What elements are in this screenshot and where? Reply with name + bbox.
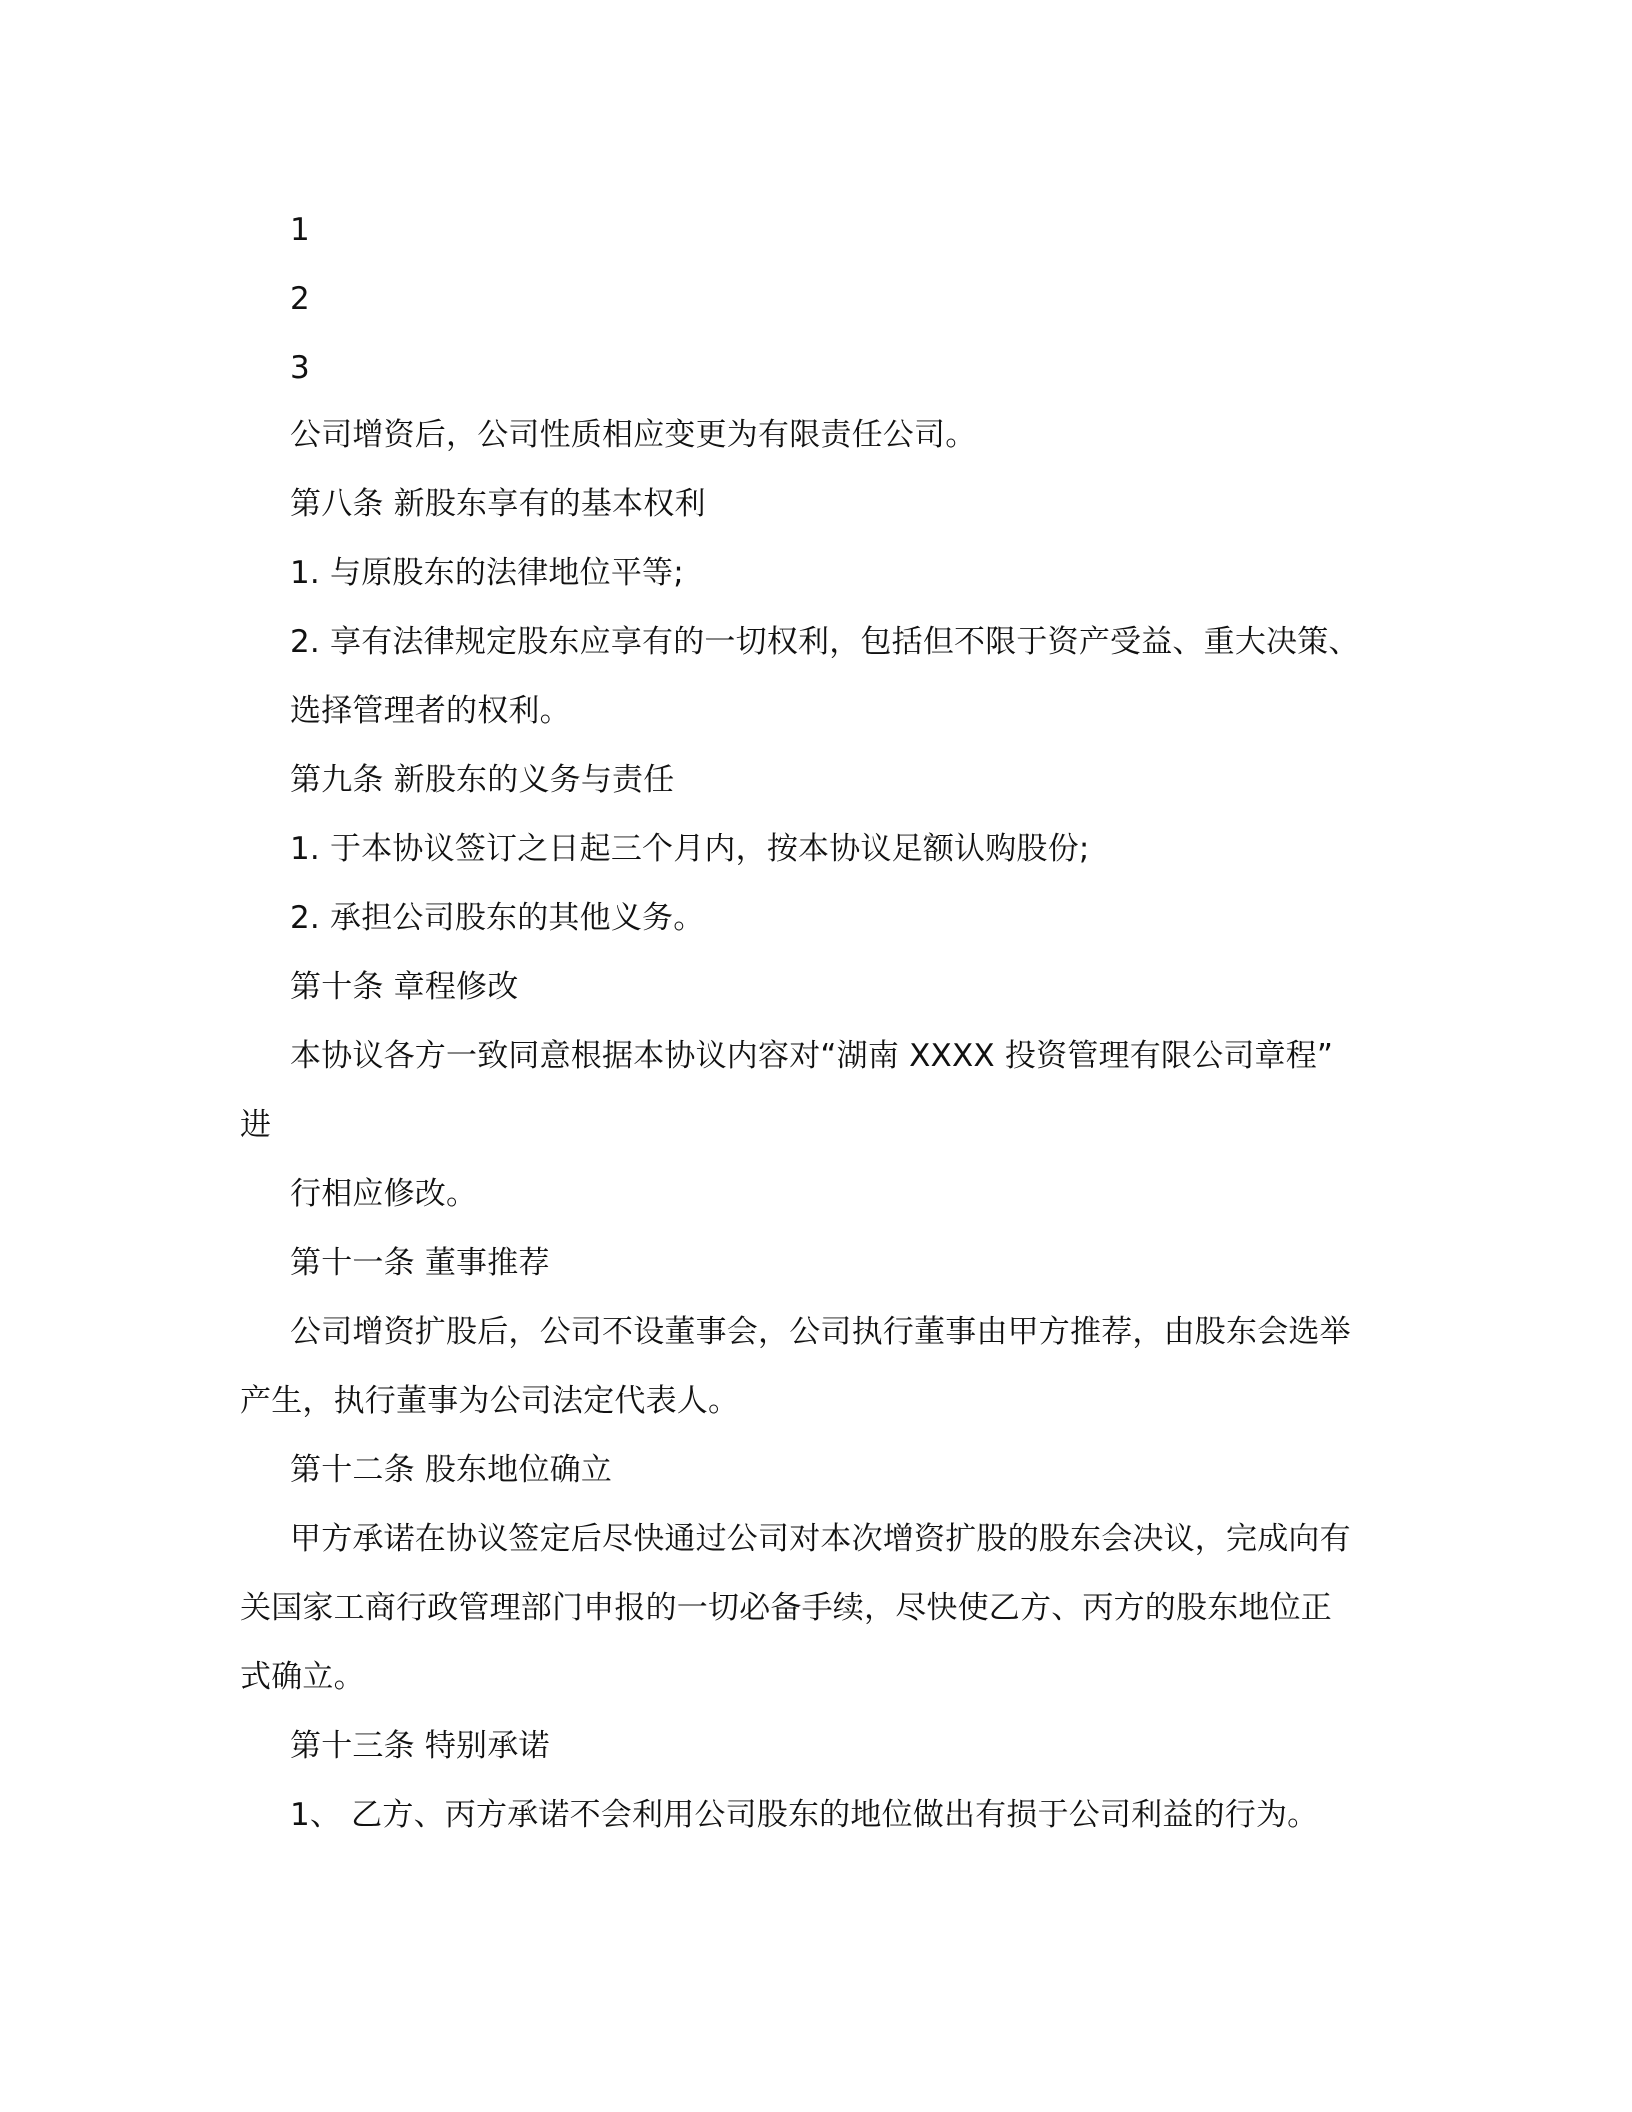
article-9-item-1: 1. 于本协议签订之日起三个月内，按本协议足额认购股份; [290, 831, 1090, 867]
article-13-item-1: 1、 乙方、丙方承诺不会利用公司股东的地位做出有损于公司利益的行为。 [290, 1797, 1319, 1833]
article-12-title: 第十二条 股东地位确立 [290, 1452, 613, 1488]
article-11-title: 第十一条 董事推荐 [290, 1245, 550, 1281]
article-9-title: 第九条 新股东的义务与责任 [290, 762, 675, 798]
list-number-2: 2 [290, 281, 310, 317]
article-10-title: 第十条 章程修改 [290, 969, 519, 1005]
article-12-line-2: 关国家工商行政管理部门申报的一切必备手续，尽快使乙方、丙方的股东地位正 [240, 1590, 1332, 1626]
article-12-line-1: 甲方承诺在协议签定后尽快通过公司对本次增资扩股的股东会决议，完成向有 [290, 1521, 1351, 1557]
paragraph-nature-change: 公司增资后，公司性质相应变更为有限责任公司。 [290, 417, 977, 453]
article-9-item-2: 2. 承担公司股东的其他义务。 [290, 900, 705, 936]
article-8-title: 第八条 新股东享有的基本权利 [290, 486, 706, 522]
article-8-item-1: 1. 与原股东的法律地位平等; [290, 555, 684, 591]
article-12-line-3: 式确立。 [240, 1659, 365, 1695]
article-8-item-2-line-2: 选择管理者的权利。 [290, 693, 571, 729]
article-10-line-1: 本协议各方一致同意根据本协议内容对“湖南 XXXX 投资管理有限公司章程” [290, 1038, 1334, 1074]
article-8-item-2-line-1: 2. 享有法律规定股东应享有的一切权利，包括但不限于资产受益、重大决策、 [290, 624, 1360, 660]
article-10-line-3: 行相应修改。 [290, 1176, 478, 1212]
article-11-line-1: 公司增资扩股后，公司不设董事会，公司执行董事由甲方推荐，由股东会选举 [290, 1314, 1351, 1350]
list-number-1: 1 [290, 212, 310, 248]
article-10-line-2: 进 [240, 1107, 272, 1143]
article-11-line-2: 产生，执行董事为公司法定代表人。 [240, 1383, 740, 1419]
article-13-title: 第十三条 特别承诺 [290, 1728, 550, 1764]
list-number-3: 3 [290, 350, 310, 386]
